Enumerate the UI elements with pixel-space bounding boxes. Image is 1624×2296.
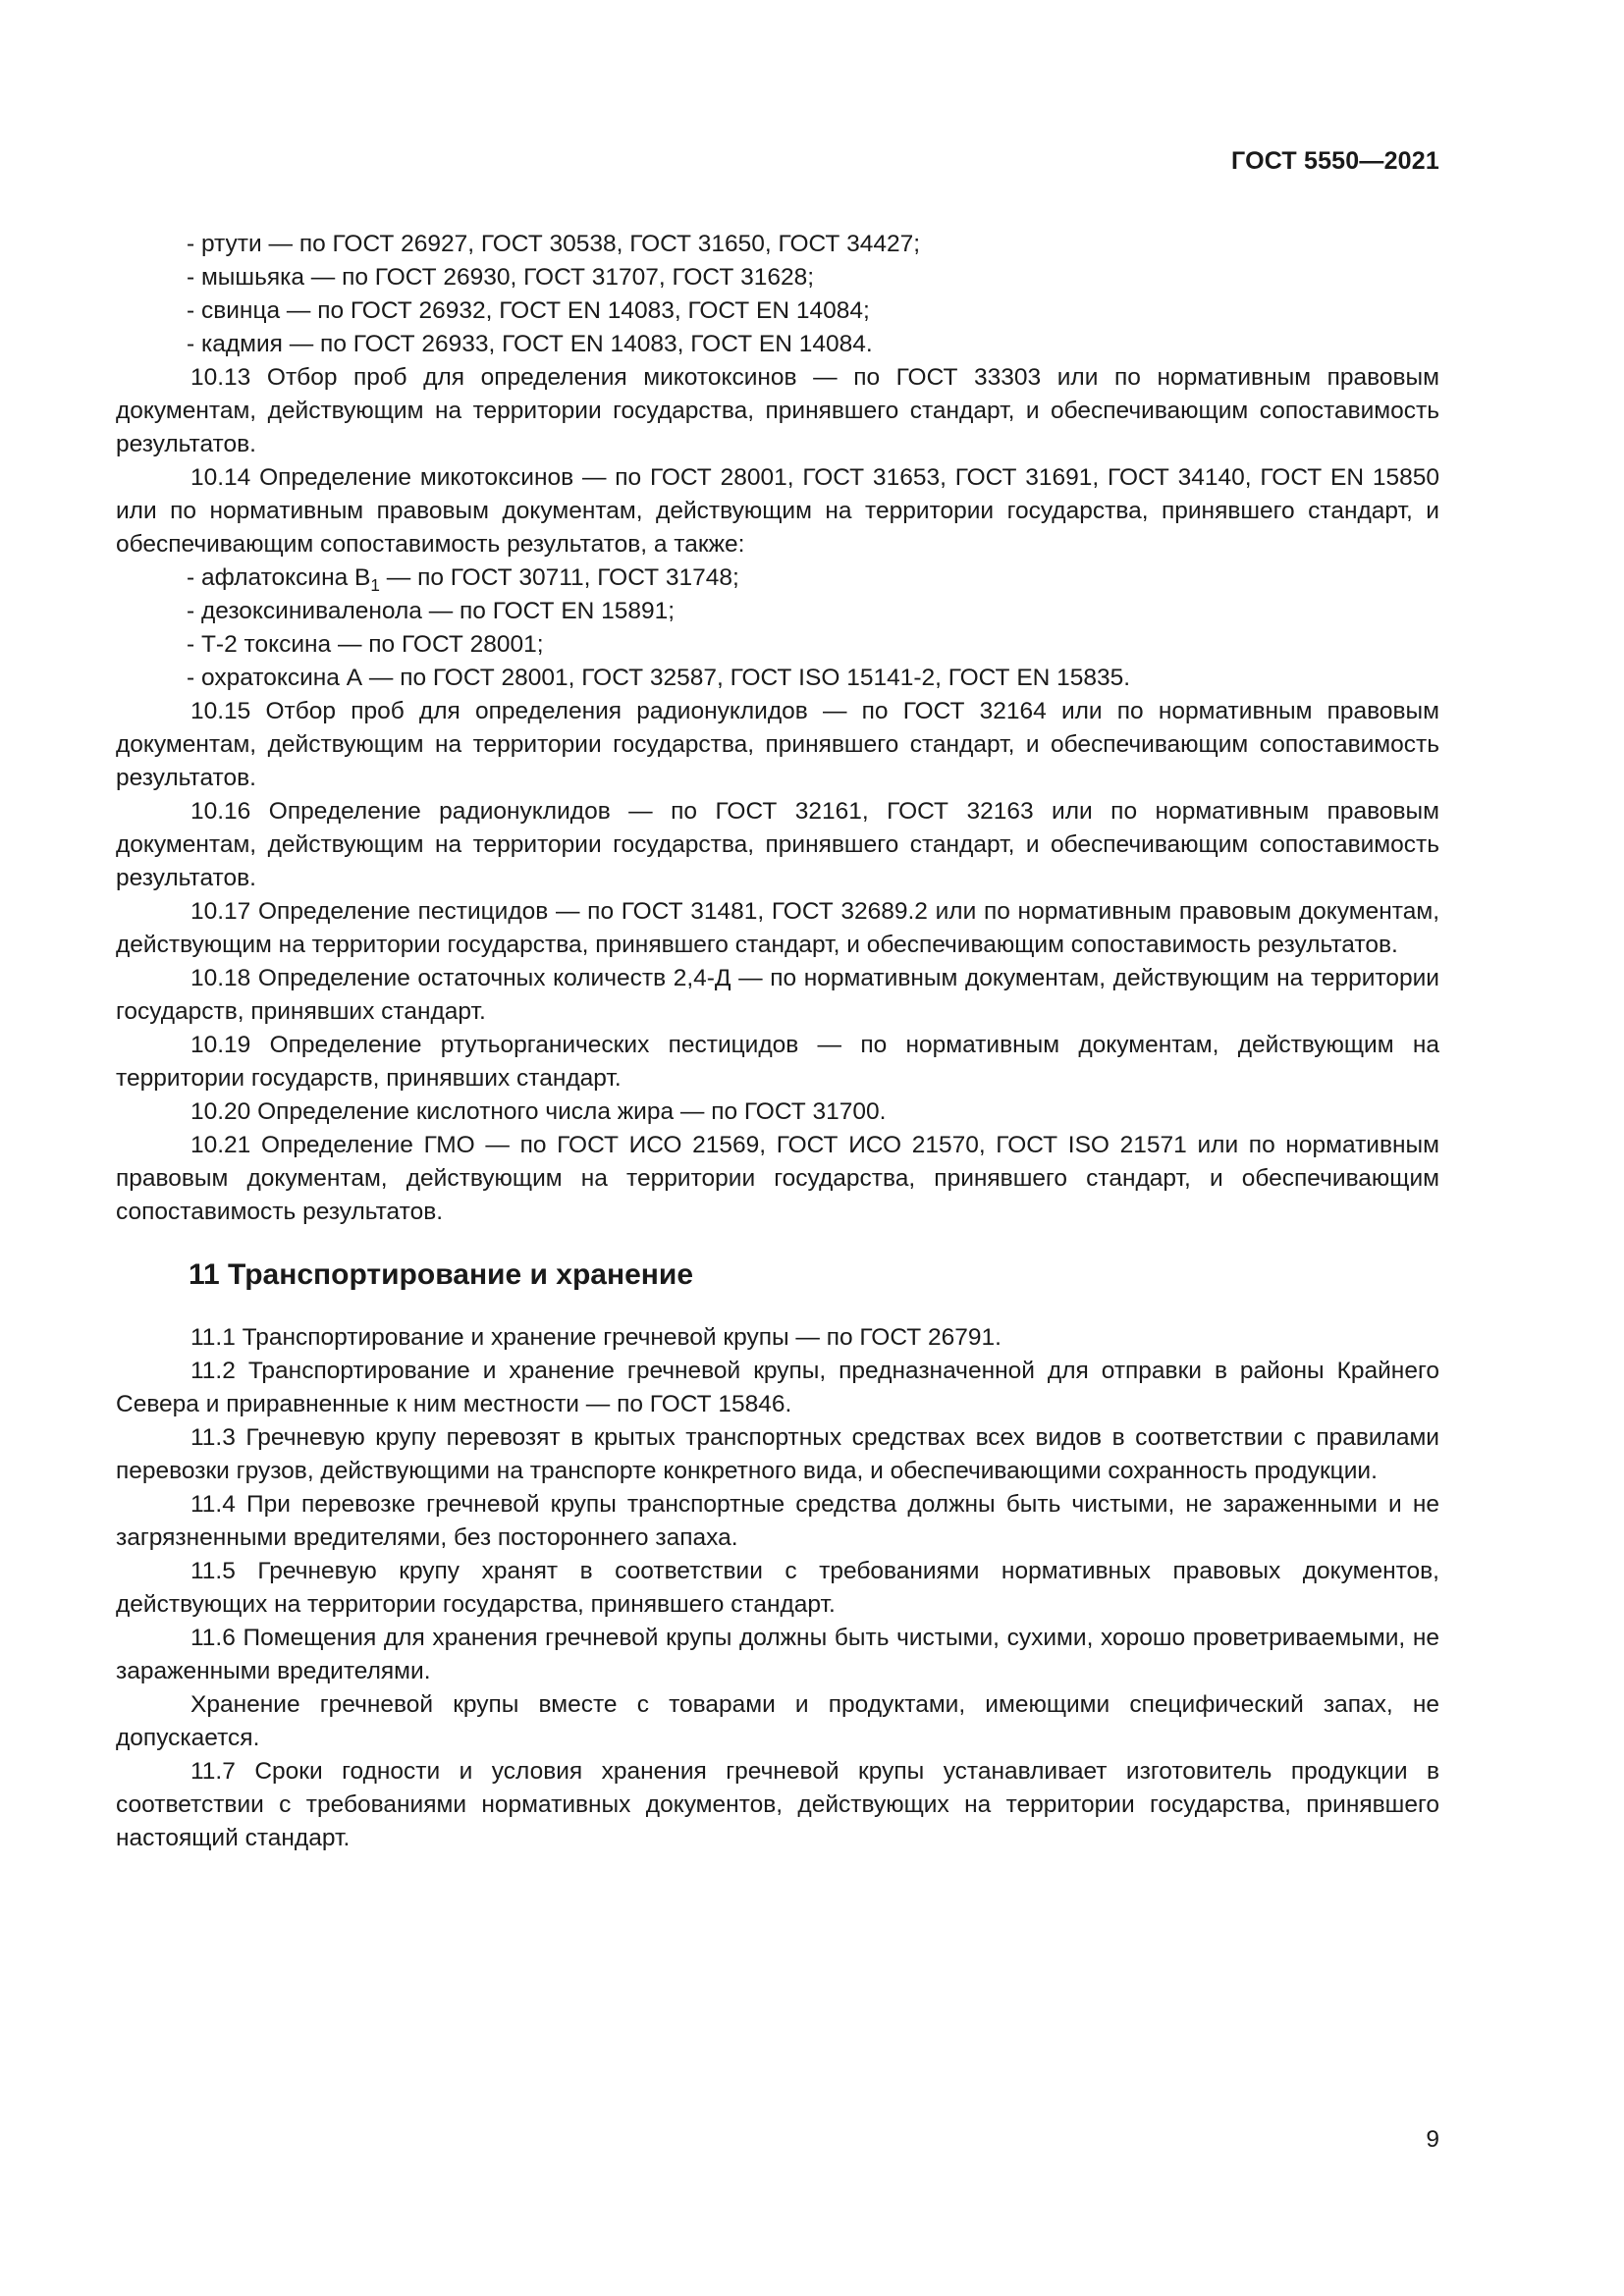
- clause-10-16: 10.16 Определение радионуклидов — по ГОСТ 32161, ГОСТ 32163 или по нормативным правовым документам, действующим на территории государства, принявшего стандарт, и обеспечивающим сопоставимость результатов.: [116, 798, 1439, 891]
- clause-11-4: 11.4 При перевозке гречневой крупы транспортные средства должны быть чистыми, не зараженными и не загрязненными вредителями, без постороннего запаха.: [116, 1491, 1439, 1551]
- clause-10-13: 10.13 Отбор проб для определения микотоксинов — по ГОСТ 33303 или по нормативным правовым документам, действующим на территории государства, принявшего стандарт, и обеспечивающим сопоставимость результатов.: [116, 364, 1439, 457]
- list-item: - дезоксиниваленола — по ГОСТ EN 15891;: [187, 598, 676, 624]
- document-body: [116, 228, 1439, 1855]
- list-item: - свинца — по ГОСТ 26932, ГОСТ EN 14083, ГОСТ EN 14084;: [187, 297, 870, 324]
- clause-11-7: 11.7 Сроки годности и условия хранения гречневой крупы устанавливает изготовитель продукции в соответствии с требованиями нормативных документов, действующих на территории государства, принявшего настоящий стандарт.: [116, 1758, 1439, 1851]
- list-item: - охратоксина А — по ГОСТ 28001, ГОСТ 32587, ГОСТ ISO 15141-2, ГОСТ EN 15835.: [187, 665, 1131, 691]
- list-item: - Т-2 токсина — по ГОСТ 28001;: [187, 631, 544, 658]
- clause-10-21: 10.21 Определение ГМО — по ГОСТ ИСО 21569, ГОСТ ИСО 21570, ГОСТ ISO 21571 или по нормативным правовым документам, действующим на территории государства, принявшего стандарт, и обеспечивающим сопоставимость результатов.: [116, 1132, 1439, 1225]
- clause-10-14: 10.14 Определение микотоксинов — по ГОСТ 28001, ГОСТ 31653, ГОСТ 31691, ГОСТ 34140, ГОСТ EN 15850 или по нормативным правовым документам, действующим на территории государства, принявшего стандарт, и обеспечивающим сопоставимость результатов, а также:: [116, 464, 1439, 558]
- document-code: ГОСТ 5550—2021: [1231, 147, 1439, 175]
- clause-11-6-continued: Хранение гречневой крупы вместе с товарами и продуктами, имеющими специфический запах, не допускается.: [116, 1691, 1439, 1751]
- section-11-heading: 11 Транспортирование и хранение: [189, 1258, 694, 1291]
- list-item: - кадмия — по ГОСТ 26933, ГОСТ EN 14083, ГОСТ EN 14084.: [187, 331, 873, 357]
- aflatoxin-subscript: 1: [370, 575, 380, 595]
- clause-10-18: 10.18 Определение остаточных количеств 2,4-Д — по нормативным документам, действующим на территории государств, принявших стандарт.: [116, 965, 1439, 1025]
- aflatoxin-prefix: - афлатоксина B: [187, 564, 371, 591]
- page-number: 9: [1426, 2126, 1439, 2153]
- list-item-aflatoxin: [116, 561, 1439, 595]
- list-item: - ртути — по ГОСТ 26927, ГОСТ 30538, ГОСТ 31650, ГОСТ 34427;: [187, 231, 921, 257]
- clause-11-3: 11.3 Гречневую крупу перевозят в крытых транспортных средствах всех видов в соответствии с правилами перевозки грузов, действующими на транспорте конкретного вида, и обеспечивающими сохранность продукции.: [116, 1424, 1439, 1484]
- clause-11-6: 11.6 Помещения для хранения гречневой крупы должны быть чистыми, сухими, хорошо проветриваемыми, не зараженными вредителями.: [116, 1625, 1439, 1684]
- clause-10-20: 10.20 Определение кислотного числа жира — по ГОСТ 31700.: [190, 1098, 887, 1125]
- clause-11-1: 11.1 Транспортирование и хранение гречневой крупы — по ГОСТ 26791.: [190, 1324, 1001, 1351]
- clause-10-19: 10.19 Определение ртутьорганических пестицидов — по нормативным документам, действующим на территории государств, принявших стандарт.: [116, 1032, 1439, 1092]
- aflatoxin-suffix: — по ГОСТ 30711, ГОСТ 31748;: [379, 564, 739, 591]
- clause-11-5: 11.5 Гречневую крупу хранят в соответствии с требованиями нормативных правовых документов, действующих на территории государства, принявшего стандарт.: [116, 1558, 1439, 1618]
- list-item: - мышьяка — по ГОСТ 26930, ГОСТ 31707, ГОСТ 31628;: [187, 264, 815, 291]
- clause-10-15: 10.15 Отбор проб для определения радионуклидов — по ГОСТ 32164 или по нормативным правовым документам, действующим на территории государства, принявшего стандарт, и обеспечивающим сопоставимость результатов.: [116, 698, 1439, 791]
- clause-10-17: 10.17 Определение пестицидов — по ГОСТ 31481, ГОСТ 32689.2 или по нормативным правовым документам, действующим на территории государства, принявшего стандарт, и обеспечивающим сопоставимость результатов.: [116, 898, 1439, 958]
- clause-11-2: 11.2 Транспортирование и хранение гречневой крупы, предназначенной для отправки в районы Крайнего Севера и приравненные к ним местности — по ГОСТ 15846.: [116, 1358, 1439, 1417]
